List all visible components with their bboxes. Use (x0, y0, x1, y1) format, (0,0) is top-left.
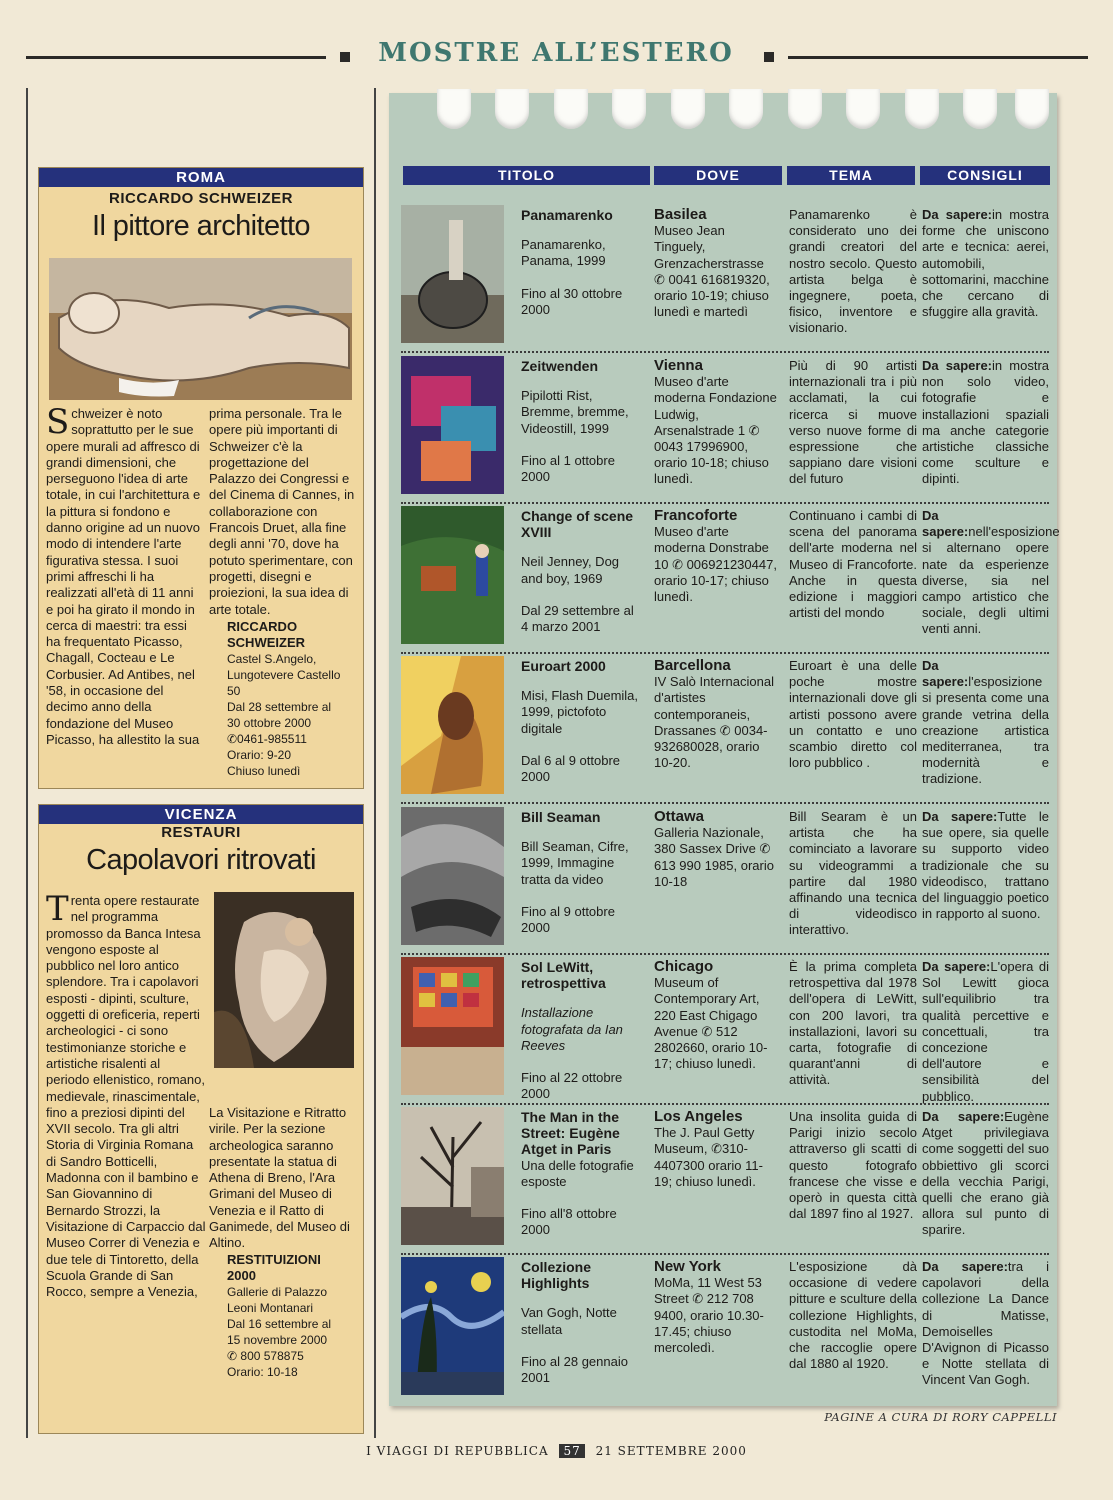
row-tema: Panamarenko è considerato uno dei grandi creatori del nostro secolo. Questo artista belga è ingegnere, poeta, fisico, inventore e visionario. (789, 207, 917, 336)
roma-body-1: chweizer è noto soprattutto per le sue opere murali ad affresco di grandi dimensioni, che perseguono l'idea di arte totale, in cui l'architettura e la pittura si fondono e danno origine ad un nuovo modo di intendere l'arte figurativa stessa. I suoi primi affreschi li ha realizzati all'età di 11 anni e poi ha girato il mondo in cerca di maestri: tra essi ha frequentato Picasso, Chagall, Cocteau e Le Corbusier. Ad Antibes, nel '58, in occasione del decimo anno della fondazione del Museo Picasso, ha allestito la sua (46, 406, 201, 747)
page-footer (0, 1444, 1113, 1458)
table-row (389, 199, 1057, 349)
row-dates: Fino al 22 ottobre 2000 (521, 1070, 623, 1102)
table-row (389, 1101, 1057, 1251)
row-title: Collezione Highlights (521, 1259, 592, 1292)
row-where: Museo Jean Tinguely, Grenzacherstrasse ✆ 0041 616819320, orario 10-19; chiuso lunedì e martedì (654, 223, 770, 320)
roma-info-line: Dal 28 settembre al (227, 700, 332, 715)
row-tip: Tutte le sue opere, sia quelle su supporto video tradizionale che su videodisco, trattano del linguaggio poetico in rapporto al suono. (922, 809, 1050, 922)
row-titolo (521, 1109, 643, 1238)
row-tip-label: Da sapere: (922, 207, 993, 222)
row-title: Zeitwenden (521, 358, 599, 374)
row-dates: Fino al 1 ottobre 2000 (521, 452, 615, 485)
row-consigli (922, 1109, 1049, 1239)
vicenza-painting-image (214, 892, 354, 1068)
binder-hole (437, 89, 471, 129)
exhibitions-table (389, 93, 1060, 1406)
row-tema: Più di 90 artisti internazionali tra i più acclamati, la cui ricerca si muove verso nuove forme di espressione che sappiano dare visioni del futuro (789, 358, 917, 487)
row-work: Van Gogh, Notte stellata (521, 1305, 617, 1337)
row-work: Panamarenko, Panama, 1999 (521, 237, 606, 269)
row-dove (654, 959, 778, 1072)
roma-info-line: Castel S.Angelo, (227, 652, 317, 667)
binder-hole (905, 89, 939, 129)
roma-body-2: prima personale. Tra le opere più importanti di Schweizer c'è la progettazione del Palazzo dei Congressi e del Cinema di Cannes, in collaborazione con Francois Druet, alla fine degli anni '70, dove ha potuto sperimentare, con progetti, disegni e proiezioni, la sua idea di arte totale. (209, 406, 355, 617)
row-work: Installazione fotografata da Ian Reeves (521, 1005, 623, 1053)
header-tema: TEMA (787, 166, 915, 185)
row-tip: in mostra non solo video, fotografie e installazioni spaziali ma anche categorie artistiche classiche come sculture e dipinti. (922, 358, 1049, 487)
row-city: Vienna (654, 357, 703, 374)
binder-hole (612, 89, 646, 129)
vicenza-info-line: ✆ 800 578875 (227, 1349, 304, 1364)
vicenza-text-col-1 (46, 889, 206, 1300)
left-border (26, 88, 28, 1438)
row-dove (654, 809, 778, 890)
vicenza-info-line: 15 novembre 2000 (227, 1333, 328, 1348)
row-consigli (922, 358, 1049, 488)
section-title: MOSTRE ALL’ESTERO (378, 38, 734, 68)
row-image (401, 506, 504, 644)
row-titolo (521, 809, 643, 936)
row-consigli (922, 1259, 1049, 1389)
row-tip-label: Da sapere: (922, 508, 969, 540)
binder-hole (788, 89, 822, 129)
row-work: Bill Seaman, Cifre, 1999, Immagine tratta da video (521, 839, 629, 887)
row-tema: È la prima completa retrospettiva dal 1978 dell'opera di LeWitt, con 200 lavori, tra installazioni, lavori su carta, fotografie di quarant'anni di attività. (789, 959, 917, 1088)
vicenza-info-line: Dal 16 settembre al (227, 1317, 332, 1332)
vicenza-info-line: Gallerie di Palazzo (227, 1285, 328, 1300)
row-work: Misi, Flash Duemila, 1999, pictofoto digitale (521, 688, 639, 736)
row-tip-label: Da sapere: (922, 1259, 1008, 1274)
row-where: MoMa, 11 West 53 Street ✆ 212 708 9400, orario 10.30-17.45; chiuso mercoledì. (654, 1275, 764, 1356)
row-dove (654, 1259, 778, 1356)
row-title: Sol LeWitt, retrospettiva (521, 959, 606, 992)
row-tema: Euroart è una delle poche mostre internazionali dove gli artisti possono avere un contatto e uno scambio diretto col loro pubblico . (789, 658, 917, 771)
roma-info-line: 30 ottobre 2000 (227, 716, 312, 731)
table-row (389, 500, 1060, 650)
row-tip-label: Da sapere: (922, 658, 969, 690)
row-consigli (922, 959, 1049, 1105)
row-dove (654, 658, 778, 771)
row-titolo (521, 207, 643, 318)
row-tip: nell'esposizione si alternano opere nate da esperienze diverse, sia nel campo artistico che sociale, degli ultimi venti anni. (922, 524, 1060, 637)
table-row (389, 801, 1057, 951)
row-city: Francoforte (654, 507, 738, 524)
table-row (389, 951, 1057, 1104)
row-image (401, 957, 504, 1095)
row-title: Panamarenko (521, 207, 613, 223)
row-titolo (521, 658, 643, 785)
row-city: Ottawa (654, 808, 705, 825)
header-titolo: TITOLO (403, 166, 650, 185)
roma-text-col-1 (46, 402, 201, 748)
row-title: Euroart 2000 (521, 658, 606, 674)
header-dove: DOVE (654, 166, 782, 185)
page-credit: PAGINE A CURA DI RORY CAPPELLI (824, 1410, 1057, 1424)
roma-artist: RICCARDO SCHWEIZER (109, 190, 293, 207)
roma-article (38, 167, 364, 789)
row-tip: L'opera di Sol Lewitt gioca sull'equilibrio tra qualità percettive e concettuali, tra concezione dell'autore e sensibilità del pubblico. (922, 959, 1049, 1104)
row-dove (654, 508, 778, 605)
row-titolo (521, 358, 643, 485)
roma-info-line: Lungotevere Castello 50 (227, 668, 341, 699)
row-work: Una delle fotografie esposte (521, 1157, 634, 1189)
row-city: Chicago (654, 958, 714, 975)
footer-date: 21 SETTEMBRE 2000 (595, 1444, 747, 1458)
roma-info-title: RICCARDO SCHWEIZER (227, 618, 305, 651)
binder-hole (671, 89, 705, 129)
binder-hole (963, 89, 997, 129)
row-image (401, 1107, 504, 1245)
row-dates: Fino al 28 gennaio 2001 (521, 1353, 628, 1386)
row-titolo (521, 1259, 643, 1386)
table-row (389, 350, 1057, 500)
row-where: The J. Paul Getty Museum, ✆310-4407300 orario 11-19; chiuso lunedì. (654, 1125, 763, 1189)
footer-publication: I VIAGGI DI REPUBBLICA (366, 1444, 549, 1458)
row-city: Basilea (654, 206, 707, 223)
row-tema: Continuano i cambi di scena del panorama dell'arte moderna nel Museo di Francoforte. Anche in questa edizione i maggiori artisti del mondo (789, 508, 917, 621)
row-titolo (521, 508, 643, 635)
row-tema: Una insolita guida di Parigi inizio secolo attraverso gli scatti di questo fotografo francese che visse e operò in questa città dal 1897 fino al 1927. (789, 1109, 917, 1222)
row-title: Bill Seaman (521, 809, 601, 825)
roma-painting-image (49, 258, 352, 400)
row-where: Museo d'arte moderna Donstrabe 10 ✆ 006921230447, orario 10-17; chiuso lunedì. (654, 524, 777, 605)
row-tema: L'esposizione dà occasione di vedere pitture e sculture della collezione Highlights, custodita nel MoMa, che raccoglie opere dal 1880 al 1920. (789, 1259, 917, 1372)
row-city: Los Angeles (654, 1108, 743, 1125)
row-where: Galleria Nazionale, 380 Sassex Drive ✆ 613 990 1985, orario 10-18 (654, 825, 774, 889)
roma-info (227, 651, 357, 779)
table-row (389, 650, 1057, 800)
vicenza-article (38, 804, 364, 1434)
row-dates: Fino al 30 ottobre 2000 (521, 285, 623, 317)
roma-info-line: Orario: 9-20 (227, 748, 292, 763)
row-consigli (922, 508, 1060, 638)
roma-city-label: ROMA (39, 168, 363, 187)
row-consigli (922, 809, 1049, 922)
binder-hole (846, 89, 880, 129)
row-dove (654, 358, 778, 488)
header-square-right (764, 52, 774, 62)
row-tip-label: Da sapere: (922, 1109, 1005, 1124)
vicenza-dropcap: T (46, 889, 69, 929)
row-dates: Fino all'8 ottobre 2000 (521, 1206, 617, 1238)
row-city: New York (654, 1258, 721, 1275)
roma-dropcap: S (46, 402, 70, 442)
row-image (401, 807, 504, 945)
row-image (401, 356, 504, 494)
vicenza-info-title: RESTITUIZIONI 2000 (227, 1251, 321, 1283)
row-consigli (922, 658, 1049, 788)
row-tip-label: Da sapere: (922, 959, 991, 974)
row-title: Change of scene XVIII (521, 508, 634, 541)
center-border (374, 88, 376, 1438)
binder-hole (495, 89, 529, 129)
row-where: Museum of Contemporary Art, 220 East Chigago Avenue ✆ 512 2802660, orario 10-17; chiuso lunedì. (654, 975, 768, 1072)
header-rule-right (788, 56, 1088, 59)
row-dove (654, 207, 778, 320)
row-image (401, 656, 504, 794)
table-row (389, 1251, 1057, 1401)
vicenza-info (227, 1284, 359, 1380)
page-header (0, 38, 1113, 78)
row-dates: Fino al 9 ottobre 2000 (521, 903, 615, 936)
row-where: Museo d'arte moderna Fondazione Ludwig, Arsenalstrade 1 ✆ 0043 17996900, orario 10-18; chiuso lunedì. (654, 374, 777, 487)
vicenza-info-line: Leoni Montanari (227, 1301, 314, 1316)
row-image (401, 205, 504, 343)
binder-hole (554, 89, 588, 129)
row-title: The Man in the Street: Eugène Atget in Paris (521, 1109, 620, 1158)
row-work: Neil Jenney, Dog and boy, 1969 (521, 554, 620, 586)
row-dates: Dal 6 al 9 ottobre 2000 (521, 752, 621, 785)
vicenza-body-2: La Visitazione e Ritratto virile. Per la sezione archeologica saranno presentate la statua di Athena di Breno, l'Ara Grimani del Museo di Venezia e il Ratto di Ganimede, del Museo di Altino. (209, 1105, 350, 1251)
roma-info-line: Chiuso lunedì (227, 764, 301, 779)
header-consigli: CONSIGLI (920, 166, 1050, 185)
vicenza-info-line: Orario: 10-18 (227, 1365, 298, 1380)
binder-hole (729, 89, 763, 129)
row-image (401, 1257, 504, 1395)
header-rule-left (26, 56, 326, 59)
roma-title: Il pittore architetto (92, 210, 310, 242)
vicenza-city-label: VICENZA (39, 805, 363, 824)
row-tema: Bill Searam è un artista che ha cominciato a lavorare su videogrammi a partire dal 1980 affinando una tecnica di videodisco interattivo. (789, 809, 917, 938)
row-tip-label: Da sapere: (922, 809, 998, 824)
roma-text-col-2 (209, 406, 357, 779)
header-square-left (340, 52, 350, 62)
row-tip-label: Da sapere: (922, 358, 993, 373)
row-tip: tra i capolavori della collezione La Dance di Matisse, Demoiselles D'Avignon di Picasso e Notte stellata di Vincent Van Gogh. (922, 1259, 1049, 1388)
row-tip: Eugène Atget privilegiava come soggetti del suo obbiettivo gli scorci della vecchia Parigi, quelli che erano già allora sul punto di sparire. (922, 1109, 1049, 1238)
vicenza-title: Capolavori ritrovati (86, 844, 316, 876)
row-consigli (922, 207, 1049, 320)
row-where: IV Salò Internacional d'artistes contemporaneis, Drassanes ✆ 0034-932680028, orario 10-20. (654, 674, 774, 771)
row-dove (654, 1109, 778, 1190)
row-tip: l'esposizione si presenta come una grande vetrina della creazione artistica mediterranea, tra modernità e tradizione. (922, 674, 1049, 787)
row-city: Barcellona (654, 657, 731, 674)
vicenza-text-col-2 (209, 1105, 359, 1380)
binder-hole (1015, 89, 1049, 129)
vicenza-section: RESTAURI (161, 824, 241, 841)
row-work: Pipilotti Rist, Bremme, bremme, Videostill, 1999 (521, 388, 629, 436)
row-tip: in mostra forme che uniscono arte e tecnica: aerei, automobili, sottomarini, macchine che cercano di sfuggire alla gravità. (922, 207, 1049, 320)
roma-info-line: ✆0461-985511 (227, 732, 307, 747)
row-dates: Dal 29 settembre al 4 marzo 2001 (521, 602, 634, 635)
vicenza-body-1: renta opere restaurate nel programma promosso da Banca Intesa vengono esposte al pubblico nel loro antico splendore. Tra i capolavori esposti - dipinti, sculture, oggetti di oreficeria, reperti archeologici - ci sono testimonianze storiche e artistiche risalenti al periodo ellenistico, romano, medievale, rinascimentale, fino a preziosi dipinti del XVII secolo. Tra gli altri Storia di Virginia Romana di Sandro Botticelli, Madonna con il bambino e San Giovannino di Bernardo Strozzi, la Visitazione di Carpaccio dal Museo Correr di Venezia e due tele di Tintoretto, della Scuola Grande di San Rocco, sempre a Venezia, (46, 893, 206, 1300)
page-number: 57 (559, 1444, 584, 1458)
row-titolo (521, 959, 643, 1102)
